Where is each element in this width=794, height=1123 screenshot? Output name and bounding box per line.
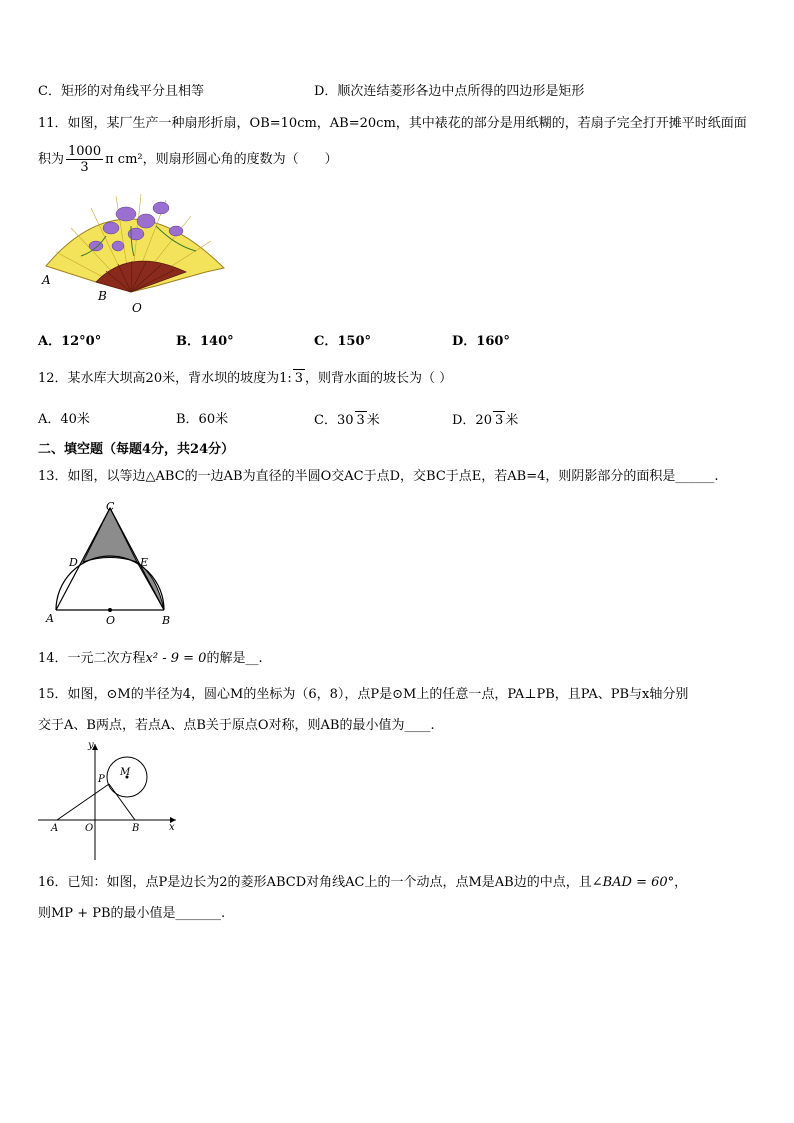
q13-label-b: B: [162, 614, 171, 627]
q16-line1-post: ，: [674, 875, 688, 890]
q15-line1: 15．如图，⊙M的半径为4，圆心M的坐标为（6，8），点P是⊙M上的任意一点，PA⊥PB，且PA、PB与x轴分别: [38, 687, 689, 702]
q12-option-c-sqrt: 3: [356, 413, 365, 428]
q12-option-a: A．40米: [38, 412, 90, 427]
q14-post: 的解是__.: [206, 651, 263, 666]
q15-segment-pa: [57, 784, 109, 820]
q11-line2-pre: 积为: [38, 152, 65, 167]
q15-line2: 交于A、B两点，若点A、点B关于原点O对称，则AB的最小值为____.: [38, 718, 435, 733]
q11-option-d: D．160°: [452, 334, 510, 349]
q15-label-o: O: [85, 823, 94, 834]
q13-shaded-top: [83, 508, 137, 562]
q15-label-b: B: [132, 823, 140, 834]
q13-side-bc: [110, 508, 164, 610]
q15-figure: [36, 738, 182, 862]
q15-label-p: P: [98, 774, 105, 785]
q15-segment-pb: [109, 784, 135, 820]
q13-text: 13．如图，以等边△ABC的一边AB为直径的半圆O交AC于点D，交BC于点E，若AB=4，则阴影部分的面积是______.: [38, 469, 719, 484]
q16-line2: 则MP + PB的最小值是_______.: [38, 906, 226, 921]
q11-frac-num: 1000: [68, 144, 102, 159]
q12-option-c-pre: C．30: [314, 413, 354, 428]
q14-pre: 14．一元二次方程: [38, 651, 146, 666]
q12-option-c-post: 米: [366, 413, 380, 428]
section-heading-fill-in: 二、填空题（每题4分，共24分）: [38, 442, 235, 457]
q15-label-a: A: [51, 823, 59, 834]
q12-option-c: [314, 411, 380, 430]
q15-label-x: x: [169, 822, 175, 833]
q12-sqrt: 3: [294, 371, 304, 386]
q15-label-m: M: [120, 767, 131, 778]
q12-option-d-pre: D．20: [452, 413, 492, 428]
q13-center-dot: [108, 608, 112, 612]
q12-text-pre: 12．某水库大坝高20米，背水坝的坡度为1:: [38, 371, 292, 386]
q13-label-a: A: [46, 612, 54, 625]
q13-label-d: D: [69, 556, 78, 569]
q11-option-c: C．150°: [314, 334, 371, 349]
q11-line1: 11．如图，某厂生产一种扇形折扇，OB=10cm，AB=20cm，其中裱花的部分是用纸糊的，若扇子完全打开摊平时纸面面: [38, 116, 747, 131]
q11-line2-post: π cm²，则扇形圆心角的度数为（ ）: [105, 152, 338, 167]
q13-side-ac: [56, 508, 110, 610]
fan-label-a: A: [42, 273, 51, 287]
q11-frac-den: 3: [80, 160, 89, 175]
q16-line1-pre: 16．已知：如图，点P是边长为2的菱形ABCD对角线AC上的一个动点，点M是AB边的中点，且: [38, 875, 592, 890]
q12-option-d-sqrt: 3: [494, 413, 504, 428]
q15-label-y: y: [88, 740, 94, 751]
q13-figure: [40, 498, 180, 628]
q16-line1: [38, 874, 687, 892]
q12-text-post: ，则背水面的坡长为（ ）: [305, 371, 453, 386]
q10-option-d: D．顺次连结菱形各边中点所得的四边形是矩形: [314, 84, 585, 99]
q13-label-c: C: [106, 500, 115, 513]
q10-option-c: C．矩形的对角线平分且相等: [38, 84, 204, 99]
q11-option-b: B．140°: [176, 334, 234, 349]
fan-label-b: B: [98, 289, 107, 303]
q14-equation: x² - 9 = 0: [145, 651, 207, 666]
fan-label-o: O: [132, 301, 142, 315]
q11-option-a: A．12°0°: [38, 334, 102, 349]
q12-option-d-post: 米: [505, 413, 519, 428]
q13-label-o: O: [106, 614, 116, 627]
q11-line2: [38, 142, 338, 178]
q14-text: [38, 650, 263, 668]
q11-fan-figure: [36, 186, 232, 318]
q13-label-e: E: [140, 556, 149, 569]
q12-text: [38, 369, 452, 388]
q16-angle: ∠BAD = 60°: [591, 875, 675, 890]
q12-option-d: [452, 411, 518, 430]
q12-option-b: B．60米: [176, 412, 229, 427]
q11-fraction: [66, 144, 103, 175]
